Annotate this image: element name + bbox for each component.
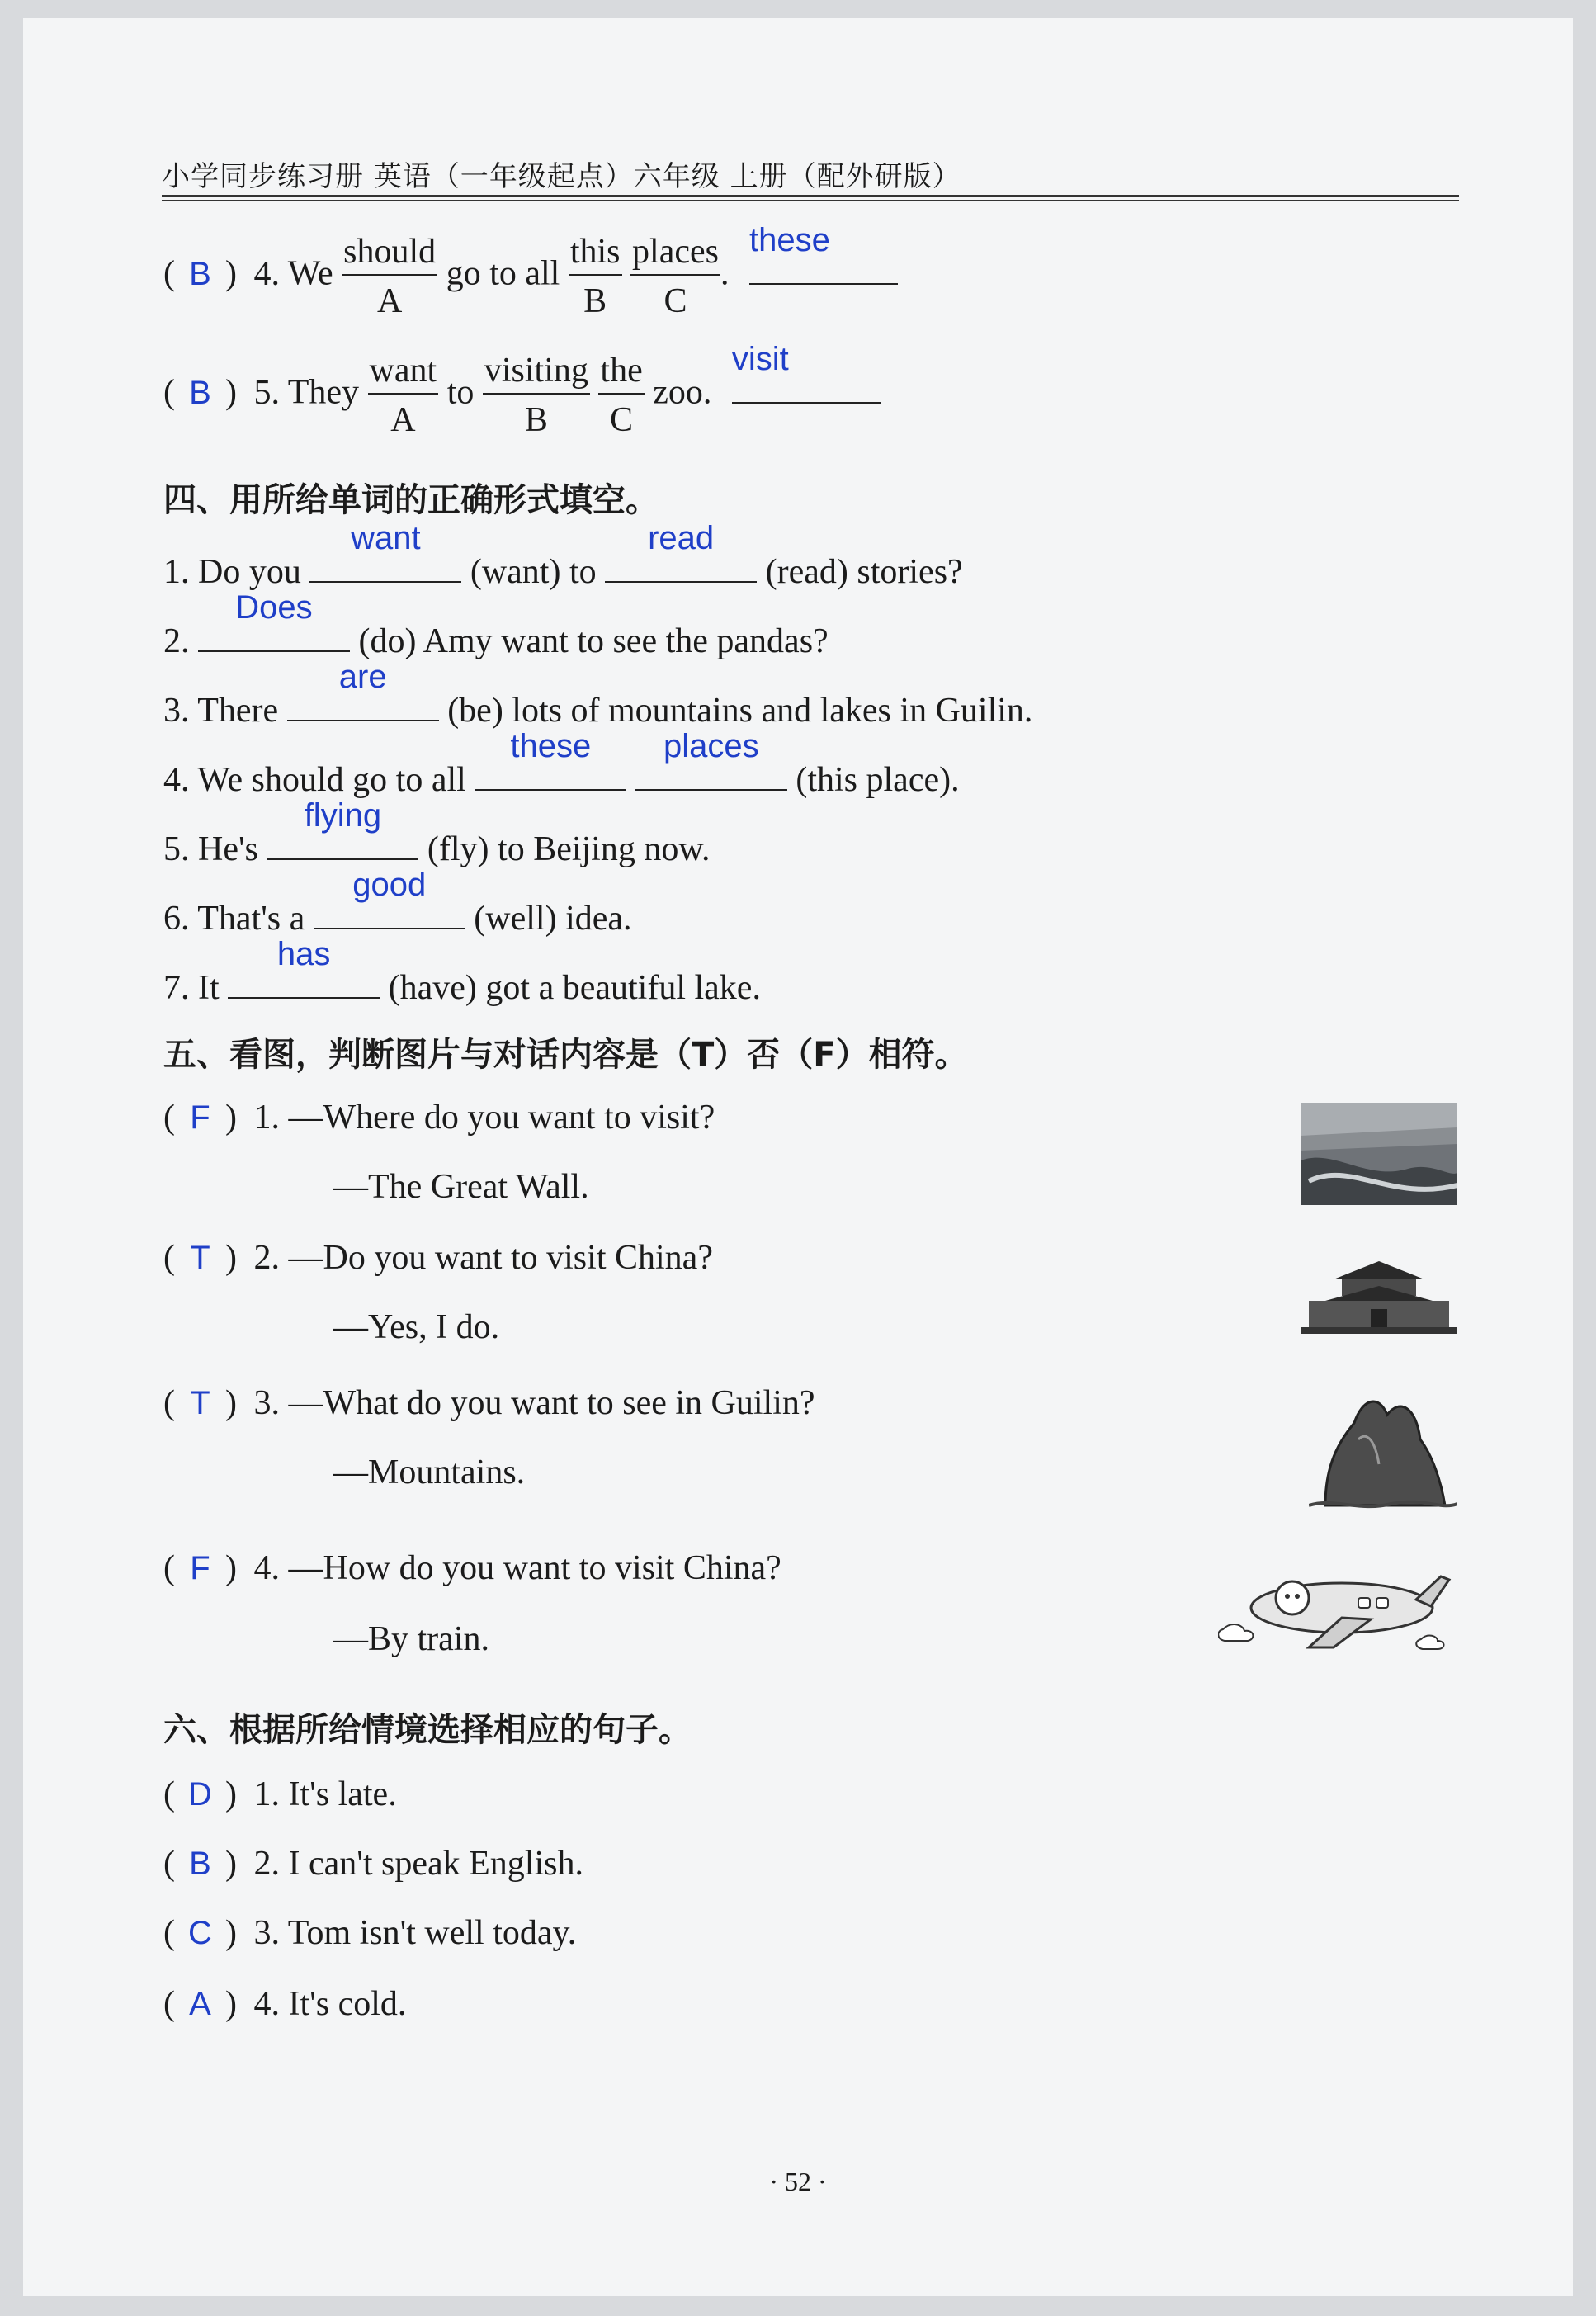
answer-letter: T xyxy=(190,1385,210,1421)
error-correction-q4: ( B ) 4. We $\frac{\text{should}}{A}$ go to all $\frac{\text{this}}{B}$ $\frac{\text{places}}{C}$ . these xyxy=(163,234,898,319)
situation-item-3: ( C ) 3. Tom isn't well today. xyxy=(163,1914,577,1952)
tf-question-1: ( F ) 1. —Where do you want to visit? xyxy=(163,1099,715,1137)
error-correction-q5: ( B ) 5. They $\frac{\text{want}}{A}$ to $\frac{\text{visiting}}{B}$ $\frac{\text{the}}{C}$ zoo. visit xyxy=(163,353,881,437)
option-b: $\frac{\text{this}}{B}$ xyxy=(569,233,621,320)
answer-blank: good xyxy=(314,890,465,929)
answer-blank: these xyxy=(475,751,626,791)
option-a: $\frac{\text{want}}{A}$ xyxy=(369,352,437,439)
answer-letter: C xyxy=(188,1915,212,1951)
answer-blank: read xyxy=(605,543,757,583)
answer-blank: Does xyxy=(198,612,350,652)
tf-answer-1: —The Great Wall. xyxy=(333,1168,589,1206)
answer-letter: A xyxy=(189,1986,211,2022)
answer-letter: F xyxy=(190,1550,210,1586)
page-header: 小学同步练习册 英语（一年级起点）六年级 上册（配外研版） xyxy=(162,160,961,193)
fill-blank-item: 5. He's flying (fly) to Beijing now. xyxy=(163,797,711,868)
situation-item-1: ( D ) 1. It's late. xyxy=(163,1775,397,1813)
tiananmen-gate-picture xyxy=(1301,1255,1457,1337)
cartoon-airplane-picture xyxy=(1218,1558,1457,1654)
answer-letter: B xyxy=(189,374,211,411)
tf-answer-2: —Yes, I do. xyxy=(333,1308,500,1346)
option-a: $\frac{\text{should}}{A}$ xyxy=(343,233,437,320)
situation-item-4: ( A ) 4. It's cold. xyxy=(163,1985,407,2023)
fill-blank-item: 2. Does (do) Amy want to see the pandas? xyxy=(163,589,829,660)
fill-blank-item: 4. We should go to all these places (this place). xyxy=(163,728,960,799)
option-b: $\frac{\text{visiting}}{B}$ xyxy=(484,352,588,439)
tf-question-4: ( F ) 4. —How do you want to visit China? xyxy=(163,1549,781,1587)
answer-letter: D xyxy=(188,1776,212,1813)
tf-question-2: ( T ) 2. —Do you want to visit China? xyxy=(163,1239,713,1277)
correction-blank: visit xyxy=(732,364,881,404)
fill-blank-item: 3. There are (be) lots of mountains and lakes in Guilin. xyxy=(163,659,1033,730)
situation-item-2: ( B ) 2. I can't speak English. xyxy=(163,1845,583,1883)
option-c: $\frac{\text{places}}{C}$ xyxy=(632,233,719,320)
fill-blank-item: 7. It has (have) got a beautiful lake. xyxy=(163,936,761,1007)
fill-blank-item: 1. Do you want (want) to read (read) stories? xyxy=(163,520,963,591)
answer-letter: B xyxy=(189,1846,211,1882)
answer-blank: flying xyxy=(267,820,418,860)
answer-blank: are xyxy=(287,682,439,721)
option-c: $\frac{\text{the}}{C}$ xyxy=(600,352,643,439)
answer-letter: B xyxy=(189,255,211,292)
answer-letter: F xyxy=(190,1099,210,1136)
correction-blank: these xyxy=(749,245,898,285)
karst-mountains-picture xyxy=(1309,1390,1457,1512)
river-city-photo xyxy=(1301,1103,1457,1205)
answer-letter: T xyxy=(190,1240,210,1276)
answer-blank: places xyxy=(635,751,787,791)
header-rule-thin xyxy=(162,200,1459,201)
answer-blank: has xyxy=(228,959,380,999)
tf-answer-3: —Mountains. xyxy=(333,1453,526,1491)
tf-question-3: ( T ) 3. —What do you want to see in Guilin? xyxy=(163,1384,815,1422)
section-title-5: 五、看图，判断图片与对话内容是（T）否（F）相符。 xyxy=(163,1036,968,1074)
header-rule xyxy=(162,195,1459,197)
answer-blank: want xyxy=(309,543,461,583)
fill-blank-item: 6. That's a good (well) idea. xyxy=(163,867,632,938)
section-title-4: 四、用所给单词的正确形式填空。 xyxy=(163,481,659,519)
section-title-6: 六、根据所给情境选择相应的句子。 xyxy=(163,1711,692,1749)
page-number: · 52 · xyxy=(769,2167,827,2196)
tf-answer-4: —By train. xyxy=(333,1620,489,1658)
